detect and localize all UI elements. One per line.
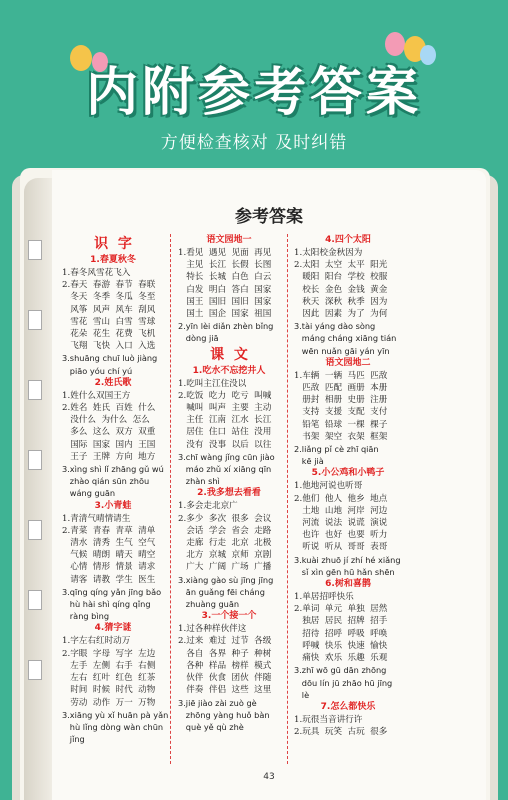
answer-line: 没什么 为什么 怎么 — [62, 415, 150, 426]
answer-line: 册封 相册 史册 注册 — [294, 395, 388, 406]
answer-line: 2.姓名 姓氏 百姓 什么 — [62, 403, 156, 414]
answer-line: 支持 支援 支配 支付 — [294, 407, 388, 418]
pinyin-line: zhuàng guān — [178, 599, 240, 610]
answer-line: 左右 红叶 红色 红茶 — [62, 673, 156, 684]
answer-column — [294, 234, 402, 738]
answer-line: 北方 京城 京师 京剧 — [178, 550, 272, 561]
page-number: 43 — [263, 772, 275, 782]
answer-line: 1.姓什么双国王方 — [62, 390, 131, 401]
answer-line: 2.他们 他人 他乡 地点 — [294, 493, 388, 504]
page-tab — [28, 590, 42, 610]
answer-line: 国王 国旧 国旧 国家 — [178, 296, 272, 307]
answer-line: 1.车辆 一辆 马匹 匹敌 — [294, 370, 388, 381]
page-edge — [24, 178, 52, 800]
pinyin-line: zhào qián sūn zhōu — [62, 476, 150, 487]
pinyin-line: 3.xìng shì lǐ zhāng gǔ wú — [62, 464, 164, 475]
answer-line: 1.单居招呼快乐 — [294, 592, 354, 603]
answer-line: 校长 金色 金钱 黄金 — [294, 284, 388, 295]
lesson-heading: 1.吃水不忘挖井人 — [192, 365, 266, 376]
answer-line: 1.多会走北京广 — [178, 501, 238, 512]
answer-line: 居住 住口 站住 没用 — [178, 427, 272, 438]
lesson-heading: 4.四个太阳 — [325, 235, 371, 245]
answer-line: 因此 因素 为了 为何 — [294, 309, 388, 320]
header-title: 内附参考答案 — [85, 63, 422, 123]
page-tab — [28, 380, 42, 400]
answer-line: 国土 国企 国家 祖国 — [178, 309, 272, 320]
pinyin-line: dōu lín jū zhāo hū jīng — [294, 677, 393, 688]
answer-line: 白发 明白 答白 国家 — [178, 284, 272, 295]
answer-page — [52, 170, 486, 800]
answer-line: 国际 国家 国内 王国 — [62, 439, 156, 450]
answer-line: 左手 左侧 右手 右侧 — [62, 660, 156, 671]
pinyin-line: 3.xiāng yù xǐ huān pà yǎn — [62, 709, 169, 720]
answer-line: 呼喊 快乐 快速 愉快 — [294, 640, 388, 651]
answer-line: 独居 居民 招牌 招手 — [294, 616, 388, 627]
lesson-heading: 7.怎么都快乐 — [320, 701, 376, 712]
pinyin-line: 3.xiàng gào sù jīng jīng — [178, 574, 274, 585]
page-tab — [28, 660, 42, 680]
page-tab — [28, 450, 42, 470]
answer-line: 1.玩很当音讲行许 — [294, 714, 363, 725]
answer-line: 花朵 花生 花费 飞机 — [62, 329, 156, 340]
answer-line: 多么 这么 双方 双重 — [62, 427, 156, 438]
answer-line: 风筝 风声 风车 刮风 — [62, 304, 156, 315]
lesson-heading: 语文园地一 — [206, 235, 252, 245]
lesson-heading: 2.我多想去看看 — [197, 488, 261, 499]
answer-line: 会话 学会 省会 走路 — [178, 525, 272, 536]
answer-line: 2.单词 单元 单独 居然 — [294, 604, 388, 615]
page-title: 参考答案 — [235, 207, 303, 227]
answer-line: 2.春天 春游 春节 春联 — [62, 280, 156, 291]
answer-line: 2.太阳 太空 太平 阳光 — [294, 260, 388, 271]
pinyin-line: sǐ xìn gēn hū hǎn shēn — [294, 566, 395, 577]
answer-line: 各种 样品 榜样 模式 — [178, 660, 272, 671]
pinyin-line: què yě qù zhè — [178, 721, 244, 732]
answer-line: 1.过各种样伙伴这 — [178, 624, 247, 635]
pinyin-line: 3.qīng qíng yǎn jīng bǎo — [62, 586, 162, 597]
answer-line: 2.玩具 玩笑 古玩 很多 — [294, 727, 388, 738]
answer-line: 2.青菜 青春 青草 清单 — [62, 525, 156, 536]
answer-line: 1.吃叫主江住没以 — [178, 378, 247, 389]
pinyin-line: 3.tài yáng dào sòng — [294, 321, 376, 332]
pinyin-line: máo zhǔ xí xiāng qīn — [178, 464, 272, 475]
pinyin-line: 3.zhī wō gū dān zhōng — [294, 665, 387, 676]
lesson-heading: 3.小青蛙 — [94, 500, 132, 511]
pinyin-line: 3.kuài zhuō jí zhí hé xiǎng — [294, 554, 401, 565]
pinyin-line: zhōng yàng huǒ bàn — [178, 709, 270, 720]
answer-line: 雪花 雪山 白雪 雪球 — [62, 316, 156, 327]
pinyin-line: jǐng — [62, 734, 85, 745]
answer-line: 各自 各界 种子 种树 — [178, 648, 272, 659]
answer-line: 暖阳 阳台 学校 校服 — [294, 272, 388, 283]
section-heading: 识 字 — [94, 236, 132, 252]
lesson-heading: 4.猜字谜 — [94, 623, 132, 634]
answer-line: 伴奏 伴侣 这些 这里 — [178, 685, 272, 696]
pinyin-line: kē jià — [294, 456, 324, 467]
pinyin-line: ān guǎng fēi cháng — [178, 586, 265, 597]
pinyin-line: 3.shuāng chuī luò jiàng — [62, 353, 158, 364]
answer-line: 匹敌 匹配 画册 本册 — [294, 383, 388, 394]
header-subtitle: 方便检查核对 及时纠错 — [160, 133, 348, 153]
lesson-heading: 2.姓氏歌 — [94, 377, 132, 388]
answer-line: 心情 情形 情景 请求 — [62, 562, 156, 573]
answer-line: 1.看见 遇见 见面 再见 — [178, 248, 272, 258]
answer-line: 2.过来 难过 过节 各级 — [178, 636, 272, 647]
answer-line: 广大 广阔 广场 广播 — [178, 562, 272, 573]
lesson-heading: 3.一个接一个 — [201, 611, 257, 622]
pinyin-line: lè — [294, 689, 310, 700]
answer-line: 时间 时候 时代 动物 — [62, 685, 156, 696]
answer-line: 劳动 动作 万一 万物 — [62, 697, 156, 708]
pinyin-line: hù lǐng dòng wàn chūn — [62, 721, 164, 732]
answer-line: 1.他地河说也听哥 — [294, 481, 363, 492]
pinyin-line: ràng bìng — [62, 611, 110, 622]
answer-line: 1.字左右红时动万 — [62, 636, 131, 647]
answer-line: 清水 清秀 生气 空气 — [62, 538, 156, 549]
answer-line: 听说 听从 哥哥 表哥 — [294, 542, 388, 553]
answer-column — [178, 234, 280, 733]
answer-line: 秋天 深秋 秋季 因为 — [294, 296, 388, 307]
answer-line: 请客 请教 学生 医生 — [62, 574, 156, 585]
answer-line: 没有 没事 以后 以往 — [178, 439, 272, 450]
column-divider — [287, 234, 288, 764]
answer-line: 1.青清气晴情请生 — [62, 513, 131, 524]
pinyin-line: máng cháng xiāng tián — [294, 333, 397, 344]
pinyin-line: dòng jiā — [178, 333, 219, 344]
answer-line: 2.吃饭 吃力 吃亏 叫喊 — [178, 390, 272, 401]
answer-line: 主任 江南 江水 长江 — [178, 415, 272, 426]
answer-line: 1.春冬风雪花飞入 — [62, 268, 131, 278]
pinyin-line: wáng guān — [62, 488, 116, 499]
answer-line: 走廊 行走 北京 北极 — [178, 538, 272, 549]
answer-line: 2.字眼 字母 写字 左边 — [62, 648, 156, 659]
answer-line: 冬天 冬季 冬瓜 冬至 — [62, 292, 156, 303]
section-heading: 课 文 — [210, 346, 248, 363]
answer-line: 1.太阳校金秋因为 — [294, 248, 363, 258]
answer-line: 飞翔 飞快 入口 入选 — [62, 341, 156, 352]
answer-line: 主见 长江 长假 长图 — [178, 260, 272, 271]
answer-line: 铅笔 铅球 一棵 棵子 — [294, 419, 388, 430]
page-tab — [28, 240, 42, 260]
pinyin-line: 2.liǎng pǐ cè zhī qiān — [294, 444, 379, 455]
pinyin-line: hù hài shì qíng qǐng — [62, 599, 151, 610]
pinyin-line: zhàn shì — [178, 476, 220, 487]
answer-line: 喊叫 叫声 主要 主动 — [178, 403, 272, 414]
pinyin-line: 3.chī wàng jǐng cūn jiào — [178, 451, 275, 462]
column-divider — [170, 234, 171, 764]
answer-line: 书架 架空 衣架 框架 — [294, 431, 388, 442]
pinyin-line: piāo yóu chí yú — [62, 365, 133, 376]
lesson-heading: 1.春夏秋冬 — [90, 255, 136, 265]
answer-line: 痛快 欢乐 乐趣 乐观 — [294, 653, 388, 664]
pinyin-line: 2.yīn lèi diǎn zhèn bǐng — [178, 321, 274, 332]
answer-line: 伙伴 伙食 团伙 伴随 — [178, 673, 272, 684]
answer-column — [62, 234, 169, 745]
answer-line: 2.多少 多次 很多 会议 — [178, 513, 272, 524]
answer-line: 河流 说法 说谎 演说 — [294, 518, 388, 529]
answer-line: 气候 晴朗 晴天 晴空 — [62, 550, 156, 561]
answer-line: 土地 山地 河岸 河边 — [294, 505, 388, 516]
page-tab — [28, 520, 42, 540]
answer-line: 王子 王牌 方向 地方 — [62, 451, 156, 462]
answer-line: 招待 招呼 呼吸 呼唤 — [294, 628, 388, 639]
lesson-heading: 语文园地二 — [325, 357, 371, 368]
pinyin-line: 3.jiē jiào zài zuò gè — [178, 697, 257, 708]
lesson-heading: 6.树和喜鹊 — [325, 579, 371, 590]
answer-line: 特长 长城 白色 白云 — [178, 272, 272, 283]
lesson-heading: 5.小公鸡和小鸭子 — [311, 468, 385, 479]
pinyin-line: wēn nuǎn gāi yán yīn — [294, 345, 390, 356]
page-tab — [28, 310, 42, 330]
answer-line: 也许 也好 也要 听力 — [294, 530, 388, 541]
